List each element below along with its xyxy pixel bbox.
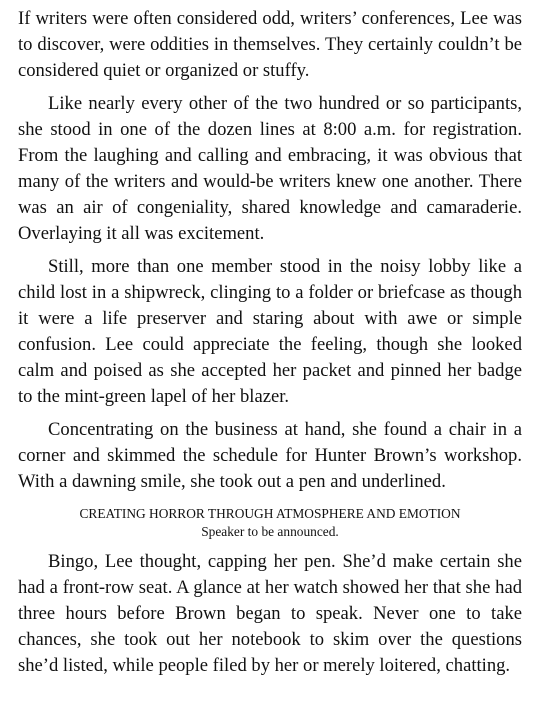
paragraph-2: Like nearly every other of the two hundred or so participants, she stood in one of the dozen lines at 8:00 a.m. for registration. From the laughing and calling and embracing, it was obvious that many of the writers and would-be writers knew one another. There was an air of congeniality, shared knowledge and camaraderie. Overlaying it all was excitement.	[18, 93, 522, 244]
schedule-speaker: Speaker to be announced.	[201, 524, 339, 539]
paragraph-3: Still, more than one member stood in the noisy lobby like a child lost in a shipwreck, clinging to a folder or briefcase as though it were a life preserver and staring about with awe or simple confusion. Lee could appreciate the feeling, though she looked calm and poised as she accepted her packet and pinned her badge to the mint-green lapel of her blazer.	[18, 256, 522, 407]
schedule-title: CREATING HORROR THROUGH ATMOSPHERE AND EMOTION	[79, 506, 461, 521]
document-page	[18, 6, 522, 686]
paragraph-4: Concentrating on the business at hand, she found a chair in a corner and skimmed the schedule for Hunter Brown’s workshop. With a dawning smile, she took out a pen and underlined.	[18, 419, 522, 492]
schedule-entry	[18, 505, 522, 541]
paragraph-1: If writers were often considered odd, writers’ conferences, Lee was to discover, were oddities in themselves. They certainly couldn’t be considered quiet or organized or stuffy.	[18, 8, 522, 81]
paragraph-5: Bingo, Lee thought, capping her pen. She’d make certain she had a front-row seat. A glance at her watch showed her that she had three hours before Brown began to speak. Never one to take chances, she took out her notebook to skim over the questions she’d listed, while people filed by her or merely loitered, chatting.	[18, 551, 522, 676]
